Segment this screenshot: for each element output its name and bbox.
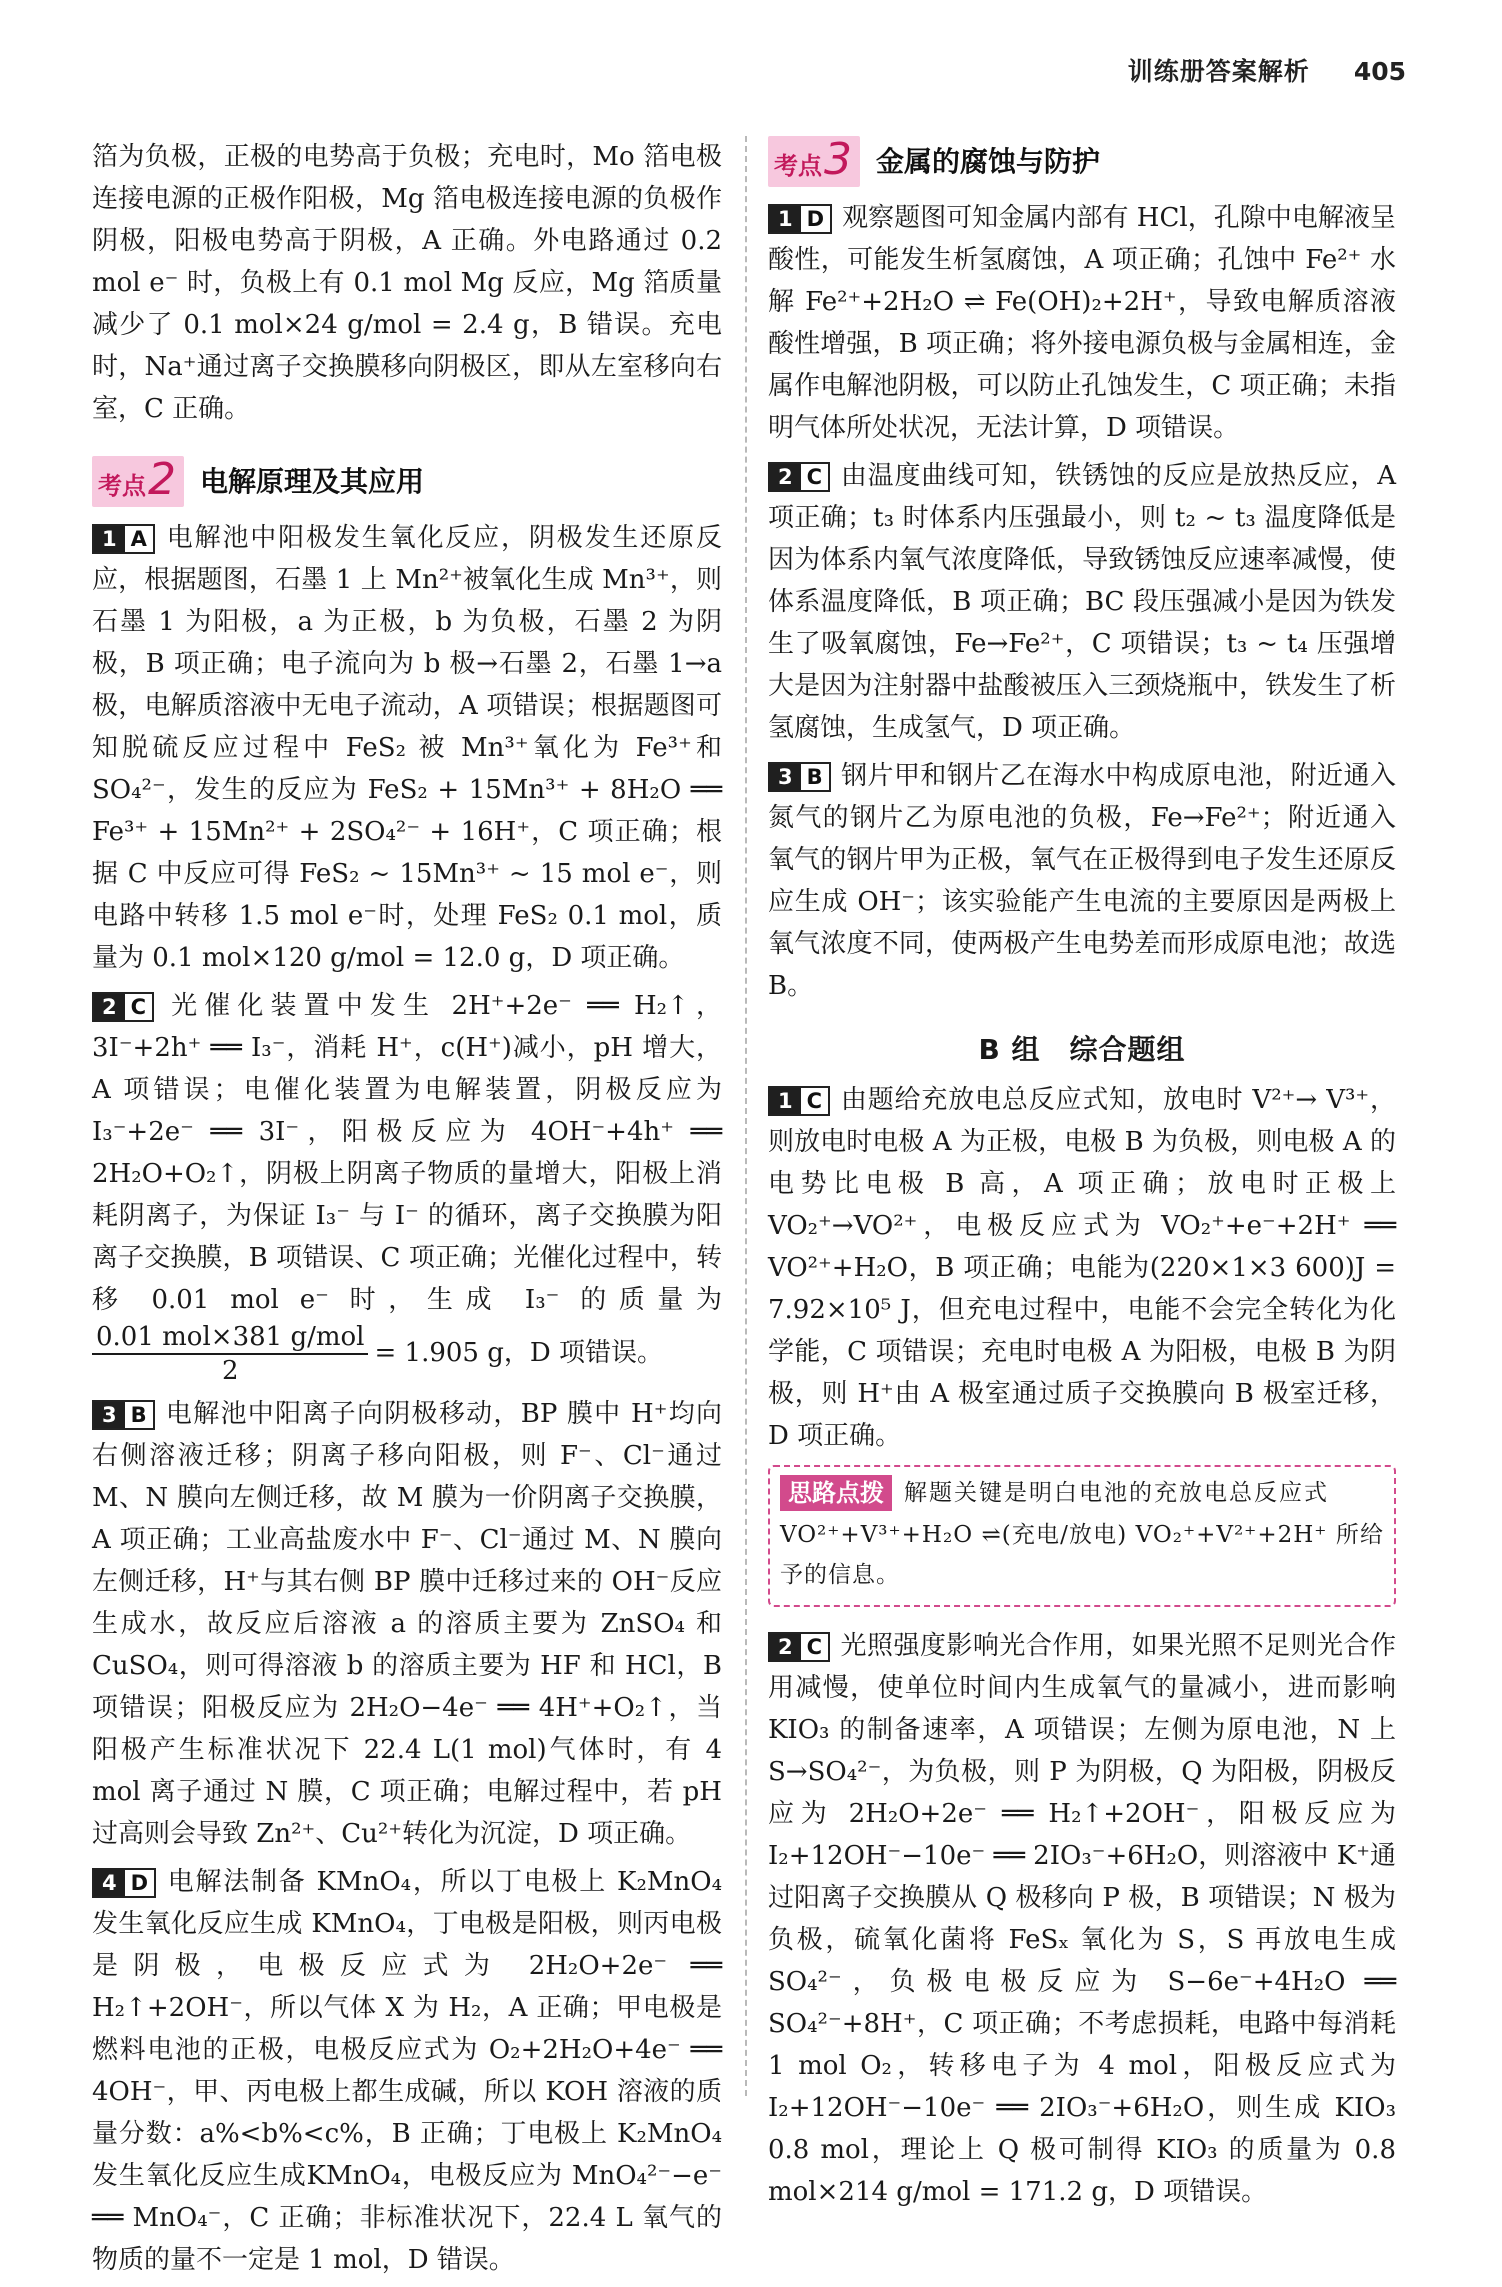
page-header [1128,52,1406,88]
fraction-numerator: 0.01 mol×381 g/mol [92,1321,368,1355]
question-answer [92,517,722,979]
answer-text: 电解池中阳离子向阴极移动，BP 膜中 H⁺均向右侧溶液迁移；阴离子移向阳极，则 F⁻、Cl⁻通过 M、N 膜向左侧迁移，故 M 膜为一价阴离子交换膜，A 项正确；工业高盐废水中 F⁻、Cl⁻通过 M、N 膜向左侧迁移，H⁺与其右侧 BP 膜中迁移过来的 OH⁻反应生成水，故反应后溶液 a 的溶质主要为 ZnSO₄ 和 CuSO₄，则可得溶液 b 的溶质主要为 HF 和 HCl，B 项错误；阳极反应为 2H₂O−4e⁻ ══ 4H⁺+O₂↑，当阳极产生标准状况下 22.4 L(1 mol)气体时，有 4 mol 离子通过 N 膜，C 项正确；电解过程中，若 pH 过高则会导致 Zn²⁺、Cu²⁺转化为沉淀，D 项正确。 [92,1399,722,1849]
question-answer [768,755,1396,1007]
question-answer [92,985,722,1387]
question-number: 2 [770,1634,801,1660]
answer-letter: C [801,464,828,490]
tip-equation: VO²⁺+V³⁺+H₂O ⇌(充电/放电) VO₂⁺+V²⁺+2H⁺ 所给予的信息。 [780,1522,1384,1588]
answer-letter: D [801,206,830,232]
question-tag [92,524,155,554]
header-title: 训练册答案解析 [1127,57,1310,86]
question-number: 1 [770,206,801,232]
answer-letter: C [801,1088,828,1114]
section-kaodian-3 [768,136,1396,187]
question-tag [768,462,830,492]
question-number: 3 [770,764,801,790]
section-kaodian-2 [92,456,722,507]
question-number: 3 [94,1402,125,1428]
answer-text-tail: = 1.905 g，D 项错误。 [374,1338,663,1368]
question-number: 1 [770,1088,801,1114]
fraction [92,1321,368,1387]
question-tag [92,1868,156,1898]
fraction-denominator: 2 [221,1356,239,1386]
answer-text: 电解池中阳极发生氧化反应，阴极发生还原反应，根据题图，石墨 1 上 Mn²⁺被氧化生成 Mn³⁺，则石墨 1 为阳极，a 为正极，b 为负极，石墨 2 为阴极，B 项正确；电子流向为 b 极→石墨 2，石墨 1→a 极，电解质溶液中无电子流动，A 项错误；根据题图可知脱硫反应过程中 FeS₂ 被 Mn³⁺氧化为 Fe³⁺和 SO₄²⁻，发生的反应为 FeS₂ + 15Mn³⁺ + 8H₂O ══ Fe³⁺ + 15Mn²⁺ + 2SO₄²⁻ + 16H⁺，C 项正确；根据 C 中反应可得 FeS₂ ~ 15Mn³⁺ ~ 15 mol e⁻，则电路中转移 1.5 mol e⁻时，处理 FeS₂ 0.1 mol，质量为 0.1 mol×120 g/mol = 12.0 g，D 项正确。 [92,523,722,973]
answer-text: 由题给充放电总反应式知，放电时 V²⁺→ V³⁺，则放电时电极 A 为正极，电极 B 为负极，则电极 A 的电势比电极 B 高，A 项正确；放电时正极上 VO₂⁺→VO²⁺，电极反应式为 VO₂⁺+e⁻+2H⁺ ══ VO²⁺+H₂O，B 项正确；电能为(220×1×3 600)J = 7.92×10⁵ J，但充电过程中，电能不会完全转化为化学能，C 项错误；充电时电极 A 为阳极，电极 B 为阴极，则 H⁺由 A 极室通过质子交换膜向 B 极室迁移，D 项正确。 [768,1085,1396,1451]
right-column [768,136,1396,2219]
group-b-title: B 组 综合题组 [978,1033,1186,1066]
question-tag [768,762,831,792]
answer-letter: B [125,1402,153,1428]
kaodian-word: 考点 [774,152,822,180]
question-tag [768,1086,830,1116]
kaodian-tag [92,456,184,507]
column-divider [745,136,747,2096]
answer-text: 光催化装置中发生 2H⁺+2e⁻ ══ H₂↑，3I⁻+2h⁺ ══ I₃⁻，消耗 H⁺，c(H⁺)减小，pH 增大，A 项错误；电催化装置为电解装置，阴极反应为 I₃⁻+2e⁻ ══ 3I⁻，阳极反应为 4OH⁻+4h⁺ ══ 2H₂O+O₂↑，阴极上阴离子物质的量增大，阳极上消耗阴离子，为保证 I₃⁻ 与 I⁻ 的循环，离子交换膜为阳离子交换膜，B 项错误、C 项正确；光催化过程中，转移 0.01 mol e⁻ 时，生成 I₃⁻ 的质量为 [92,991,722,1315]
answer-text: 由温度曲线可知，铁锈蚀的反应是放热反应，A 项正确；t₃ 时体系内压强最小，则 t₂ ~ t₃ 温度降低是因为体系内氧气浓度降低，导致锈蚀反应速率减慢，使体系温度降低，B 项正确；BC 段压强减小是因为铁发生了吸氧腐蚀，Fe→Fe²⁺，C 项错误；t₃ ~ t₄ 压强增大是因为注射器中盐酸被压入三颈烧瓶中，铁发生了析氢腐蚀，生成氢气，D 项正确。 [768,461,1396,743]
answer-letter: A [125,526,153,552]
answer-letter: D [125,1870,154,1896]
tip-label: 思路点拨 [780,1475,892,1511]
answer-letter: C [801,1634,828,1660]
left-column [92,136,722,2287]
answer-text: 电解法制备 KMnO₄，所以丁电极上 K₂MnO₄ 发生氧化反应生成 KMnO₄，丁电极是阳极，则丙电极是阴极，电极反应式为 2H₂O+2e⁻ ══ H₂↑+2OH⁻，所以气体 X 为 H₂，A 正确；甲电极是燃料电池的正极，电极反应式为 O₂+2H₂O+4e⁻ ══ 4OH⁻，甲、丙电极上都生成碱，所以 KOH 溶液的质量分数：a%<b%<c%，B 正确；丁电极上 K₂MnO₄ 发生氧化反应生成KMnO₄，电极反应为 MnO₄²⁻−e⁻ ══ MnO₄⁻，C 正确；非标准状况下，22.4 L 氧气的物质的量不一定是 1 mol，D 错误。 [92,1867,722,2275]
question-number: 1 [94,526,125,552]
answer-text: 光照强度影响光合作用，如果光照不足则光合作用减慢，使单位时间内生成氧气的量减小，进而影响 KIO₃ 的制备速率，A 项错误；左侧为原电池，N 上 S→SO₄²⁻，为负极，则 P 为阴极，Q 为阳极，阴极反应为 2H₂O+2e⁻ ══ H₂↑+2OH⁻，阳极反应为 I₂+12OH⁻−10e⁻ ══ 2IO₃⁻+6H₂O，则溶液中 K⁺通过阳离子交换膜从 Q 极移向 P 极，B 项错误；N 极为负极，硫氧化菌将 FeSₓ 氧化为 S，S 再放电生成 SO₄²⁻，负极电极反应为 S−6e⁻+4H₂O ══ SO₄²⁻+8H⁺，C 项正确；不考虑损耗，电路中每消耗 1 mol O₂，转移电子为 4 mol，阳极反应式为 I₂+12OH⁻−10e⁻ ══ 2IO₃⁻+6H₂O，则生成 KIO₃ 0.8 mol，理论上 Q 极可制得 KIO₃ 的质量为 0.8 mol×214 g/mol = 171.2 g，D 项错误。 [768,1631,1396,2207]
question-tag [768,1632,830,1662]
question-tag [92,992,154,1022]
page-number: 405 [1353,57,1406,86]
section-title: 电解原理及其应用 [200,464,425,498]
kaodian-number: 3 [824,134,852,185]
question-number: 4 [94,1870,125,1896]
answer-text: 钢片甲和钢片乙在海水中构成原电池，附近通入氮气的钢片乙为原电池的负极，Fe→Fe²⁺；附近通入氧气的钢片甲为正极，氧气在正极得到电子发生还原反应生成 OH⁻；该实验能产生电流的主要原因是两极上氧气浓度不同，使两极产生电势差而形成原电池；故选 B。 [768,761,1396,1001]
question-tag [768,204,832,234]
question-answer [768,1079,1396,1457]
kaodian-tag [768,136,860,187]
answer-text: 观察题图可知金属内部有 HCl，孔隙中电解液呈酸性，可能发生析氢腐蚀，A 项正确；孔蚀中 Fe²⁺ 水解 Fe²⁺+2H₂O ⇌ Fe(OH)₂+2H⁺，导致电解质溶液酸性增强，B 项正确；将外接电源负极与金属相连，金属作电解池阴极，可以防止孔蚀发生，C 项正确；未指明气体所处状况，无法计算，D 项错误。 [768,203,1396,443]
question-answer [92,1861,722,2281]
answer-letter: B [801,764,829,790]
tip-box [768,1465,1396,1607]
intro-paragraph: 箔为负极，正极的电势高于负极；充电时，Mo 箔电极连接电源的正极作阳极，Mg 箔电极连接电源的负极作阴极，阳极电势高于阴极，A 正确。外电路通过 0.2 mol e⁻ 时，负极上有 0.1 mol Mg 反应，Mg 箔质量减少了 0.1 mol×24 g/mol = 2.4 g，B 错误。充电时，Na⁺通过离子交换膜移向阴极区，即从左室移向右室，C 正确。 [92,142,722,424]
kaodian-word: 考点 [98,472,146,500]
question-number: 2 [94,994,125,1020]
question-answer [768,1625,1396,2213]
question-answer [768,455,1396,749]
question-answer [92,1393,722,1855]
kaodian-number: 2 [148,454,176,505]
question-number: 2 [770,464,801,490]
answer-letter: C [125,994,152,1020]
question-tag [92,1400,155,1430]
tip-header [780,1475,1384,1511]
section-title: 金属的腐蚀与防护 [876,144,1101,178]
tip-text: 解题关键是明白电池的充放电总反应式 [904,1480,1329,1506]
question-answer [768,197,1396,449]
